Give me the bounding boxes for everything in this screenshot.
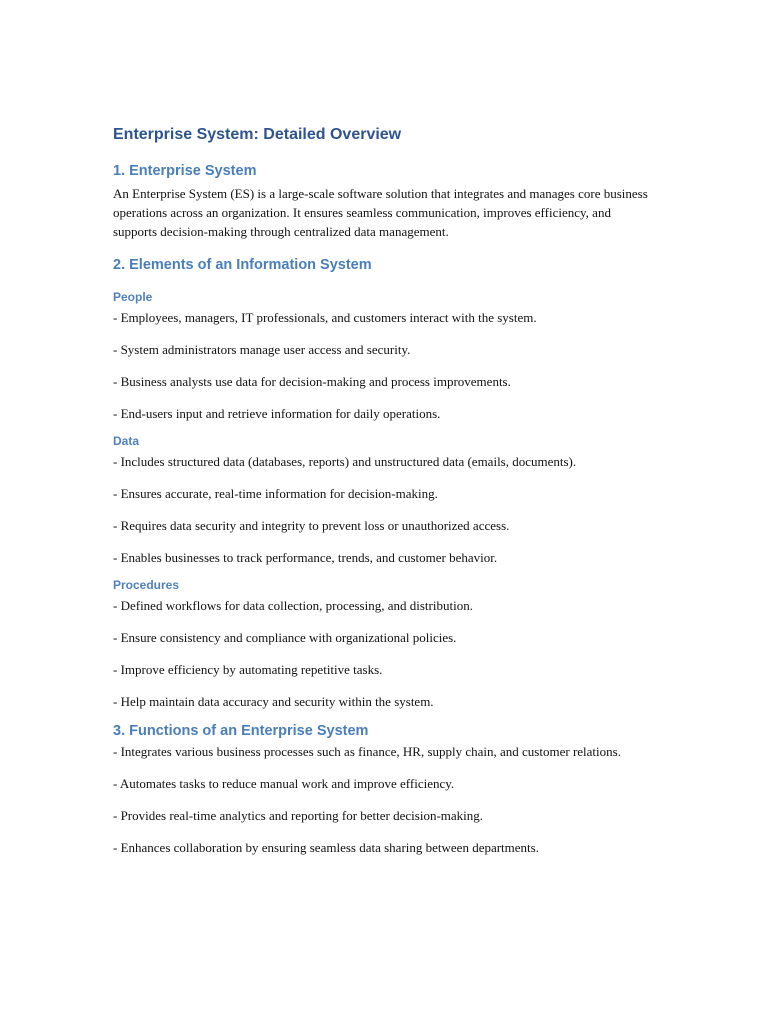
list-item: - Automates tasks to reduce manual work and improve efficiency. xyxy=(113,776,455,791)
list-item: - Business analysts use data for decision-making and process improvements. xyxy=(113,374,511,389)
list-item: - Integrates various business processes such as finance, HR, supply chain, and customer relations. xyxy=(113,744,621,759)
subheading-procedures: Procedures xyxy=(113,578,180,592)
list-item: - Enables businesses to track performance, trends, and customer behavior. xyxy=(113,550,498,565)
list-item: - Ensure consistency and compliance with organizational policies. xyxy=(113,630,457,645)
subheading-people: People xyxy=(113,290,153,304)
list-item: - Includes structured data (databases, reports) and unstructured data (emails, documents). xyxy=(113,454,577,469)
list-item: - System administrators manage user access and security. xyxy=(113,342,411,357)
list-item: - Ensures accurate, real-time information for decision-making. xyxy=(113,486,438,501)
list-item: - Provides real-time analytics and reporting for better decision-making. xyxy=(113,808,484,823)
list-item: - Requires data security and integrity to prevent loss or unauthorized access. xyxy=(113,518,510,533)
section-heading-functions: 3. Functions of an Enterprise System xyxy=(113,723,369,739)
section-heading-enterprise-system: 1. Enterprise System xyxy=(113,163,257,179)
list-item: - End-users input and retrieve information for daily operations. xyxy=(113,406,441,421)
list-item: - Employees, managers, IT professionals, and customers interact with the system. xyxy=(113,310,537,325)
subheading-data: Data xyxy=(113,434,140,448)
document-title: Enterprise System: Detailed Overview xyxy=(113,126,402,143)
list-item: - Improve efficiency by automating repetitive tasks. xyxy=(113,662,383,677)
list-item: - Help maintain data accuracy and security within the system. xyxy=(113,694,434,709)
list-item: - Defined workflows for data collection, processing, and distribution. xyxy=(113,598,473,613)
document-page xyxy=(113,124,658,857)
section-heading-elements: 2. Elements of an Information System xyxy=(113,257,372,273)
section-paragraph-enterprise-system: An Enterprise System (ES) is a large-scale software solution that integrates and manages core business operations across an organization. It ensures seamless communication, improves efficiency, and supports decision-making through centralized data management. xyxy=(113,186,648,239)
list-item: - Enhances collaboration by ensuring seamless data sharing between departments. xyxy=(113,840,539,855)
